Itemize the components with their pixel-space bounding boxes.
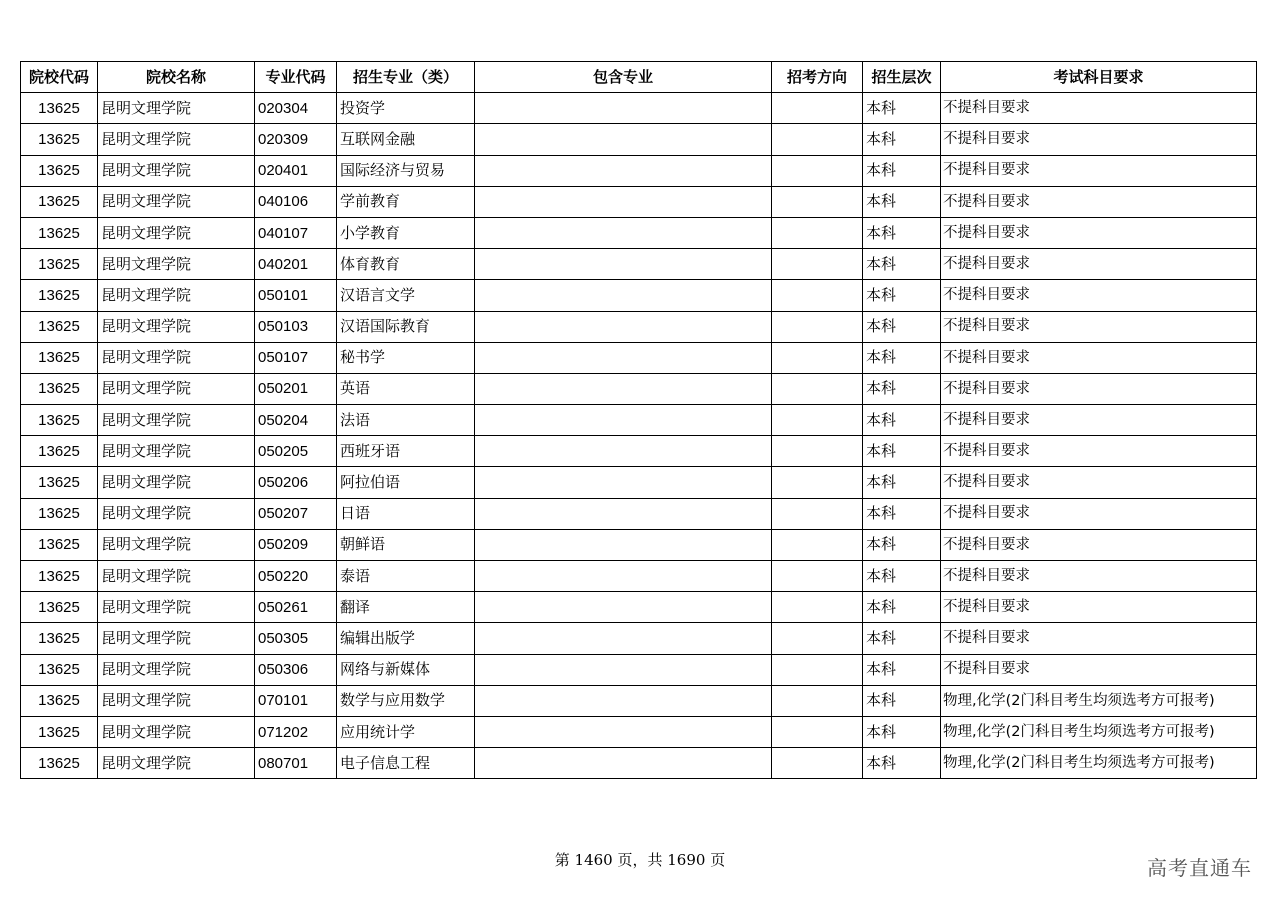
- school-code-cell: 13625: [21, 186, 98, 217]
- school-name-cell: 昆明文理学院: [98, 716, 255, 747]
- school-name-cell: 昆明文理学院: [98, 436, 255, 467]
- major-name-cell: 学前教育: [337, 186, 475, 217]
- subject-requirement-cell: 不提科目要求: [941, 280, 1257, 311]
- school-name-cell: 昆明文理学院: [98, 186, 255, 217]
- table-row: [21, 436, 1257, 467]
- major-code-cell: 040106: [255, 186, 337, 217]
- subject-requirement-cell: 不提科目要求: [941, 249, 1257, 280]
- table-row: [21, 748, 1257, 779]
- school-code-cell: 13625: [21, 217, 98, 248]
- school-code-cell: 13625: [21, 155, 98, 186]
- admissions-table: [20, 61, 1257, 779]
- school-name-cell: 昆明文理学院: [98, 748, 255, 779]
- subject-requirement-cell: 不提科目要求: [941, 155, 1257, 186]
- table-row: [21, 654, 1257, 685]
- school-code-cell: 13625: [21, 311, 98, 342]
- header-major: 招生专业（类）: [337, 62, 475, 93]
- major-name-cell: 泰语: [337, 561, 475, 592]
- header-level: 招生层次: [863, 62, 941, 93]
- major-code-cell: 050103: [255, 311, 337, 342]
- school-name-cell: 昆明文理学院: [98, 405, 255, 436]
- table-row: [21, 405, 1257, 436]
- level-cell: 本科: [863, 342, 941, 373]
- subject-requirement-cell: 不提科目要求: [941, 93, 1257, 124]
- major-code-cell: 050306: [255, 654, 337, 685]
- major-code-cell: 020401: [255, 155, 337, 186]
- direction-cell: [772, 342, 863, 373]
- level-cell: 本科: [863, 217, 941, 248]
- subject-requirement-cell: 不提科目要求: [941, 186, 1257, 217]
- school-code-cell: 13625: [21, 436, 98, 467]
- major-code-cell: 050205: [255, 436, 337, 467]
- major-name-cell: 日语: [337, 498, 475, 529]
- subject-requirement-cell: 不提科目要求: [941, 342, 1257, 373]
- school-name-cell: 昆明文理学院: [98, 155, 255, 186]
- subject-requirement-cell: 物理,化学(2门科目考生均须选考方可报考): [941, 685, 1257, 716]
- direction-cell: [772, 405, 863, 436]
- subject-requirement-cell: 不提科目要求: [941, 498, 1257, 529]
- included-majors-cell: [475, 498, 772, 529]
- included-majors-cell: [475, 716, 772, 747]
- header-major-code: 专业代码: [255, 62, 337, 93]
- major-code-cell: 050220: [255, 561, 337, 592]
- school-name-cell: 昆明文理学院: [98, 249, 255, 280]
- table-row: [21, 155, 1257, 186]
- major-name-cell: 秘书学: [337, 342, 475, 373]
- level-cell: 本科: [863, 436, 941, 467]
- direction-cell: [772, 716, 863, 747]
- header-direction: 招考方向: [772, 62, 863, 93]
- school-code-cell: 13625: [21, 342, 98, 373]
- included-majors-cell: [475, 311, 772, 342]
- level-cell: 本科: [863, 592, 941, 623]
- included-majors-cell: [475, 373, 772, 404]
- included-majors-cell: [475, 685, 772, 716]
- major-code-cell: 050201: [255, 373, 337, 404]
- level-cell: 本科: [863, 93, 941, 124]
- school-name-cell: 昆明文理学院: [98, 654, 255, 685]
- subject-requirement-cell: 物理,化学(2门科目考生均须选考方可报考): [941, 716, 1257, 747]
- included-majors-cell: [475, 405, 772, 436]
- level-cell: 本科: [863, 716, 941, 747]
- major-code-cell: 050207: [255, 498, 337, 529]
- school-code-cell: 13625: [21, 654, 98, 685]
- table-row: [21, 529, 1257, 560]
- subject-requirement-cell: 不提科目要求: [941, 436, 1257, 467]
- school-code-cell: 13625: [21, 373, 98, 404]
- school-code-cell: 13625: [21, 249, 98, 280]
- direction-cell: [772, 373, 863, 404]
- major-name-cell: 朝鲜语: [337, 529, 475, 560]
- major-code-cell: 050305: [255, 623, 337, 654]
- direction-cell: [772, 654, 863, 685]
- major-code-cell: 040107: [255, 217, 337, 248]
- major-name-cell: 编辑出版学: [337, 623, 475, 654]
- subject-requirement-cell: 不提科目要求: [941, 311, 1257, 342]
- school-name-cell: 昆明文理学院: [98, 467, 255, 498]
- direction-cell: [772, 623, 863, 654]
- subject-requirement-cell: 不提科目要求: [941, 529, 1257, 560]
- level-cell: 本科: [863, 623, 941, 654]
- school-code-cell: 13625: [21, 93, 98, 124]
- level-cell: 本科: [863, 155, 941, 186]
- included-majors-cell: [475, 155, 772, 186]
- subject-requirement-cell: 不提科目要求: [941, 654, 1257, 685]
- school-name-cell: 昆明文理学院: [98, 373, 255, 404]
- level-cell: 本科: [863, 373, 941, 404]
- direction-cell: [772, 311, 863, 342]
- school-name-cell: 昆明文理学院: [98, 529, 255, 560]
- subject-requirement-cell: 不提科目要求: [941, 373, 1257, 404]
- table-row: [21, 467, 1257, 498]
- direction-cell: [772, 186, 863, 217]
- table-row: [21, 716, 1257, 747]
- major-name-cell: 小学教育: [337, 217, 475, 248]
- level-cell: 本科: [863, 654, 941, 685]
- subject-requirement-cell: 不提科目要求: [941, 217, 1257, 248]
- direction-cell: [772, 592, 863, 623]
- table-row: [21, 592, 1257, 623]
- major-code-cell: 040201: [255, 249, 337, 280]
- direction-cell: [772, 748, 863, 779]
- school-name-cell: 昆明文理学院: [98, 217, 255, 248]
- table-row: [21, 93, 1257, 124]
- table-row: [21, 217, 1257, 248]
- included-majors-cell: [475, 748, 772, 779]
- major-name-cell: 应用统计学: [337, 716, 475, 747]
- included-majors-cell: [475, 124, 772, 155]
- direction-cell: [772, 217, 863, 248]
- major-name-cell: 网络与新媒体: [337, 654, 475, 685]
- major-code-cell: 020309: [255, 124, 337, 155]
- direction-cell: [772, 280, 863, 311]
- subject-requirement-cell: 物理,化学(2门科目考生均须选考方可报考): [941, 748, 1257, 779]
- header-subject-requirement: 考试科目要求: [941, 62, 1257, 93]
- table-row: [21, 623, 1257, 654]
- major-code-cell: 050101: [255, 280, 337, 311]
- school-name-cell: 昆明文理学院: [98, 592, 255, 623]
- direction-cell: [772, 436, 863, 467]
- included-majors-cell: [475, 561, 772, 592]
- school-code-cell: 13625: [21, 592, 98, 623]
- level-cell: 本科: [863, 529, 941, 560]
- school-code-cell: 13625: [21, 124, 98, 155]
- major-code-cell: 070101: [255, 685, 337, 716]
- major-name-cell: 国际经济与贸易: [337, 155, 475, 186]
- major-code-cell: 080701: [255, 748, 337, 779]
- school-name-cell: 昆明文理学院: [98, 280, 255, 311]
- school-code-cell: 13625: [21, 716, 98, 747]
- included-majors-cell: [475, 249, 772, 280]
- school-code-cell: 13625: [21, 623, 98, 654]
- header-school-name: 院校名称: [98, 62, 255, 93]
- school-code-cell: 13625: [21, 529, 98, 560]
- level-cell: 本科: [863, 498, 941, 529]
- level-cell: 本科: [863, 748, 941, 779]
- table-row: [21, 498, 1257, 529]
- table-header-row: [21, 62, 1257, 93]
- direction-cell: [772, 124, 863, 155]
- page-number: 第 1460 页，共 1690 页: [554, 851, 726, 869]
- included-majors-cell: [475, 217, 772, 248]
- table-row: [21, 373, 1257, 404]
- direction-cell: [772, 467, 863, 498]
- table-row: [21, 249, 1257, 280]
- major-code-cell: 050261: [255, 592, 337, 623]
- subject-requirement-cell: 不提科目要求: [941, 405, 1257, 436]
- direction-cell: [772, 561, 863, 592]
- major-name-cell: 电子信息工程: [337, 748, 475, 779]
- major-code-cell: 071202: [255, 716, 337, 747]
- school-name-cell: 昆明文理学院: [98, 124, 255, 155]
- major-name-cell: 数学与应用数学: [337, 685, 475, 716]
- included-majors-cell: [475, 623, 772, 654]
- level-cell: 本科: [863, 280, 941, 311]
- major-name-cell: 汉语言文学: [337, 280, 475, 311]
- subject-requirement-cell: 不提科目要求: [941, 467, 1257, 498]
- major-name-cell: 体育教育: [337, 249, 475, 280]
- level-cell: 本科: [863, 405, 941, 436]
- included-majors-cell: [475, 467, 772, 498]
- major-name-cell: 互联网金融: [337, 124, 475, 155]
- school-code-cell: 13625: [21, 685, 98, 716]
- direction-cell: [772, 93, 863, 124]
- school-code-cell: 13625: [21, 280, 98, 311]
- school-name-cell: 昆明文理学院: [98, 498, 255, 529]
- header-school-code: 院校代码: [21, 62, 98, 93]
- major-name-cell: 阿拉伯语: [337, 467, 475, 498]
- direction-cell: [772, 685, 863, 716]
- school-name-cell: 昆明文理学院: [98, 342, 255, 373]
- direction-cell: [772, 529, 863, 560]
- school-name-cell: 昆明文理学院: [98, 623, 255, 654]
- header-included-majors: 包含专业: [475, 62, 772, 93]
- level-cell: 本科: [863, 311, 941, 342]
- school-name-cell: 昆明文理学院: [98, 561, 255, 592]
- major-code-cell: 050204: [255, 405, 337, 436]
- included-majors-cell: [475, 186, 772, 217]
- major-code-cell: 020304: [255, 93, 337, 124]
- major-code-cell: 050206: [255, 467, 337, 498]
- included-majors-cell: [475, 654, 772, 685]
- included-majors-cell: [475, 436, 772, 467]
- table-body: [21, 93, 1257, 779]
- table-row: [21, 311, 1257, 342]
- included-majors-cell: [475, 342, 772, 373]
- direction-cell: [772, 249, 863, 280]
- table-row: [21, 280, 1257, 311]
- included-majors-cell: [475, 280, 772, 311]
- included-majors-cell: [475, 529, 772, 560]
- major-code-cell: 050107: [255, 342, 337, 373]
- level-cell: 本科: [863, 467, 941, 498]
- subject-requirement-cell: 不提科目要求: [941, 592, 1257, 623]
- major-name-cell: 西班牙语: [337, 436, 475, 467]
- school-name-cell: 昆明文理学院: [98, 93, 255, 124]
- subject-requirement-cell: 不提科目要求: [941, 124, 1257, 155]
- school-code-cell: 13625: [21, 467, 98, 498]
- table-row: [21, 186, 1257, 217]
- level-cell: 本科: [863, 249, 941, 280]
- major-name-cell: 翻译: [337, 592, 475, 623]
- school-code-cell: 13625: [21, 561, 98, 592]
- school-code-cell: 13625: [21, 498, 98, 529]
- included-majors-cell: [475, 592, 772, 623]
- major-name-cell: 英语: [337, 373, 475, 404]
- major-name-cell: 法语: [337, 405, 475, 436]
- level-cell: 本科: [863, 561, 941, 592]
- school-name-cell: 昆明文理学院: [98, 311, 255, 342]
- school-name-cell: 昆明文理学院: [98, 685, 255, 716]
- level-cell: 本科: [863, 685, 941, 716]
- level-cell: 本科: [863, 186, 941, 217]
- table-row: [21, 561, 1257, 592]
- direction-cell: [772, 498, 863, 529]
- major-code-cell: 050209: [255, 529, 337, 560]
- included-majors-cell: [475, 93, 772, 124]
- subject-requirement-cell: 不提科目要求: [941, 623, 1257, 654]
- level-cell: 本科: [863, 124, 941, 155]
- major-name-cell: 投资学: [337, 93, 475, 124]
- school-code-cell: 13625: [21, 405, 98, 436]
- table-row: [21, 124, 1257, 155]
- table-row: [21, 685, 1257, 716]
- watermark: 高考直通车: [1147, 856, 1252, 880]
- major-name-cell: 汉语国际教育: [337, 311, 475, 342]
- direction-cell: [772, 155, 863, 186]
- school-code-cell: 13625: [21, 748, 98, 779]
- subject-requirement-cell: 不提科目要求: [941, 561, 1257, 592]
- table-row: [21, 342, 1257, 373]
